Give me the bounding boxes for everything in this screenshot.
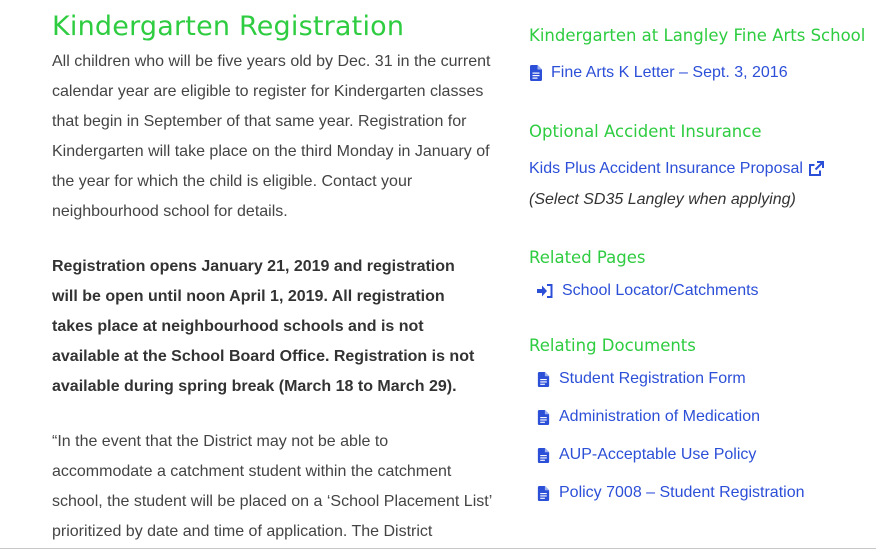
student-registration-form-link[interactable]: [537, 370, 746, 388]
document-icon: [537, 372, 550, 387]
document-icon: [537, 486, 550, 501]
sign-in-arrow-icon: [537, 284, 553, 298]
student-registration-form-label: Student Registration Form: [559, 370, 746, 387]
page-title: Kindergarten Registration: [52, 11, 405, 42]
administration-of-medication-link[interactable]: [537, 408, 760, 426]
document-icon: [529, 65, 543, 81]
insurance-proposal-link[interactable]: [529, 160, 824, 178]
school-locator-link[interactable]: [537, 282, 759, 300]
eligibility-paragraph: All children who will be five years old by Dec. 31 in the current calendar year are eligible to register for Kindergarten classes that begin in September of that same year. Registration for Kindergarten will take place on the third Monday in January of the year for which the child is eligible. Contact your neighbourhood school for details.: [52, 53, 491, 220]
insurance-note: (Select SD35 Langley when applying): [529, 191, 796, 208]
policy-7008-label: Policy 7008 – Student Registration: [559, 484, 805, 501]
catchment-paragraph: “In the event that the District may not be able to accommodate a catchment student within the catchment school, the student will be placed on a ‘School Placement List’ prioritized by date and time of application. The District: [52, 433, 492, 540]
page-divider: [0, 548, 876, 549]
external-link-icon: [808, 161, 824, 177]
registration-dates-paragraph: Registration opens January 21, 2019 and registration will be open until noon April 1, 2019. All registration takes place at neighbourhood schools and is not available at the School Board Office. Registration is not available during spring break (March 18 to March 29).: [52, 258, 475, 395]
school-locator-label: School Locator/Catchments: [562, 282, 759, 299]
document-icon: [537, 448, 550, 463]
document-icon: [537, 410, 550, 425]
related-pages-heading: Related Pages: [529, 248, 646, 267]
fine-arts-letter-label: Fine Arts K Letter – Sept. 3, 2016: [551, 64, 788, 81]
relating-documents-heading: Relating Documents: [529, 336, 696, 355]
fine-arts-heading: Kindergarten at Langley Fine Arts School: [529, 26, 866, 45]
fine-arts-letter-link[interactable]: [529, 64, 788, 82]
administration-of-medication-label: Administration of Medication: [559, 408, 760, 425]
aup-policy-label: AUP-Acceptable Use Policy: [559, 446, 757, 463]
insurance-heading: Optional Accident Insurance: [529, 122, 762, 141]
policy-7008-link[interactable]: [537, 484, 804, 502]
aup-policy-link[interactable]: [537, 446, 756, 464]
insurance-proposal-label: Kids Plus Accident Insurance Proposal: [529, 160, 803, 177]
